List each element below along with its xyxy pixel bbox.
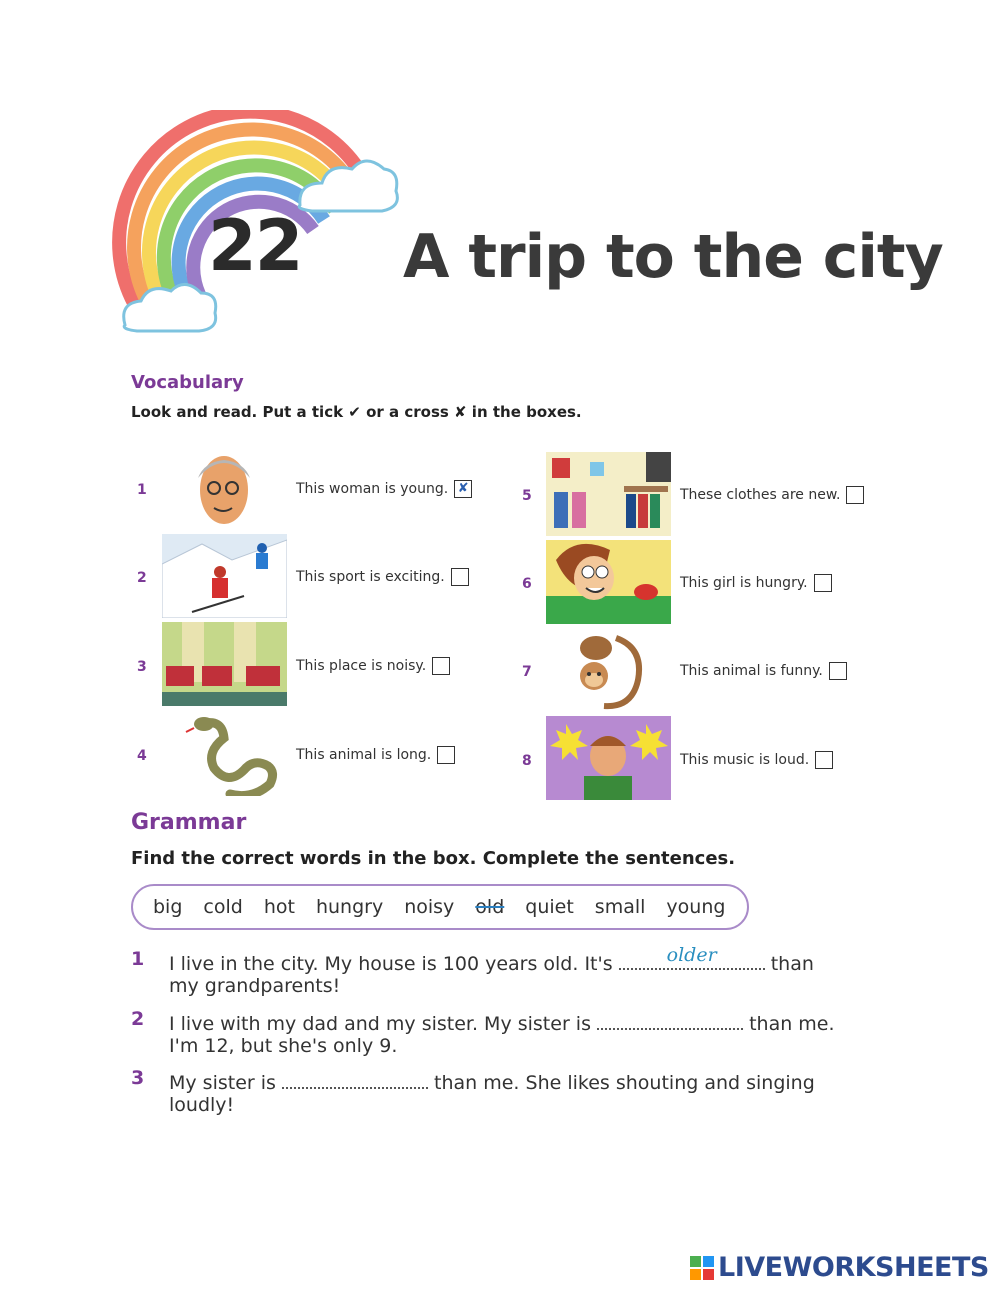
sentence-text: I'm 12, but she's only 9. [169, 1035, 398, 1057]
skiing-picture [162, 534, 287, 618]
vocab-item-3 [296, 657, 450, 675]
answer-checkbox[interactable]: ✘ [454, 480, 472, 498]
vocab-item-8 [680, 751, 833, 769]
word: hungry [315, 896, 384, 918]
answer-checkbox[interactable] [432, 657, 450, 675]
answer-blank[interactable] [597, 1008, 743, 1030]
sentence-number: 3 [131, 1067, 145, 1089]
bedroom-picture [162, 622, 287, 706]
word: small [594, 896, 646, 918]
vocab-item-2 [296, 568, 469, 586]
vocab-sentence: This place is noisy. [296, 658, 427, 674]
answer-checkbox[interactable] [814, 574, 832, 592]
sentence-text: than me. [749, 1013, 835, 1035]
page-title: A trip to the city [403, 222, 943, 292]
grammar-instruction: Find the correct words in the box. Complete the sentences. [131, 848, 736, 869]
sentence-text: I live in the city. My house is 100 years old. It's [169, 953, 613, 975]
unit-number: 22 [208, 205, 302, 287]
sentence-number: 2 [131, 1008, 145, 1030]
vocab-sentence: These clothes are new. [680, 487, 841, 503]
vocab-item-1 [296, 480, 472, 498]
answer-blank[interactable] [282, 1067, 428, 1089]
sentence-text: than [770, 953, 814, 975]
vocab-item-6 [680, 574, 832, 592]
clothes-shop-picture [546, 452, 671, 536]
item-number: 6 [522, 576, 532, 592]
grammar-sentence-1 [169, 944, 814, 975]
vocab-sentence: This animal is long. [296, 747, 432, 763]
item-number: 1 [137, 482, 147, 498]
loud-music-picture [546, 716, 671, 800]
grammar-sentence-2 [169, 1008, 835, 1035]
answer-checkbox[interactable] [437, 746, 455, 764]
item-number: 3 [137, 659, 147, 675]
answer-checkbox[interactable] [846, 486, 864, 504]
vocab-sentence: This woman is young. [296, 481, 449, 497]
sentence-text: My sister is [169, 1072, 276, 1094]
answer-checkbox[interactable] [815, 751, 833, 769]
answer-checkbox[interactable] [451, 568, 469, 586]
vocab-sentence: This girl is hungry. [680, 575, 808, 591]
vocab-item-5 [680, 486, 864, 504]
word: cold [203, 896, 243, 918]
grammar-sentence-3 [169, 1067, 815, 1094]
liveworksheets-logo-icon [690, 1256, 714, 1280]
item-number: 4 [137, 748, 147, 764]
answer-checkbox[interactable] [829, 662, 847, 680]
vocab-sentence: This music is loud. [680, 752, 810, 768]
answer-blank[interactable] [619, 944, 765, 970]
girl-picture [546, 540, 671, 624]
word: hot [263, 896, 295, 918]
word-used: old [475, 896, 505, 918]
brand-name: LIVEWORKSHEETS [718, 1252, 989, 1283]
liveworksheets-logo [690, 1252, 989, 1283]
word-box [131, 884, 749, 930]
vocabulary-instruction: Look and read. Put a tick ✔ or a cross ✘ in the boxes. [131, 403, 582, 421]
word: big [153, 896, 183, 918]
vocabulary-heading: Vocabulary [131, 372, 244, 393]
word: quiet [525, 896, 574, 918]
item-number: 8 [522, 753, 532, 769]
word: young [666, 896, 726, 918]
sentence-text: my grandparents! [169, 975, 341, 997]
vocab-item-4 [296, 746, 455, 764]
sentence-text: I live with my dad and my sister. My sister is [169, 1013, 591, 1035]
sentence-text: loudly! [169, 1094, 235, 1116]
item-number: 5 [522, 488, 532, 504]
vocab-item-7 [680, 662, 847, 680]
answer-text: older [666, 944, 717, 966]
word: noisy [404, 896, 455, 918]
old-woman-picture [162, 448, 287, 532]
monkey-picture [546, 628, 671, 712]
sentence-text: than me. She likes shouting and singing [434, 1072, 815, 1094]
snake-picture [162, 712, 287, 796]
sentence-number: 1 [131, 948, 145, 970]
grammar-heading: Grammar [131, 810, 247, 835]
vocab-sentence: This sport is exciting. [296, 569, 445, 585]
item-number: 2 [137, 570, 147, 586]
item-number: 7 [522, 664, 532, 680]
vocab-sentence: This animal is funny. [680, 663, 823, 679]
